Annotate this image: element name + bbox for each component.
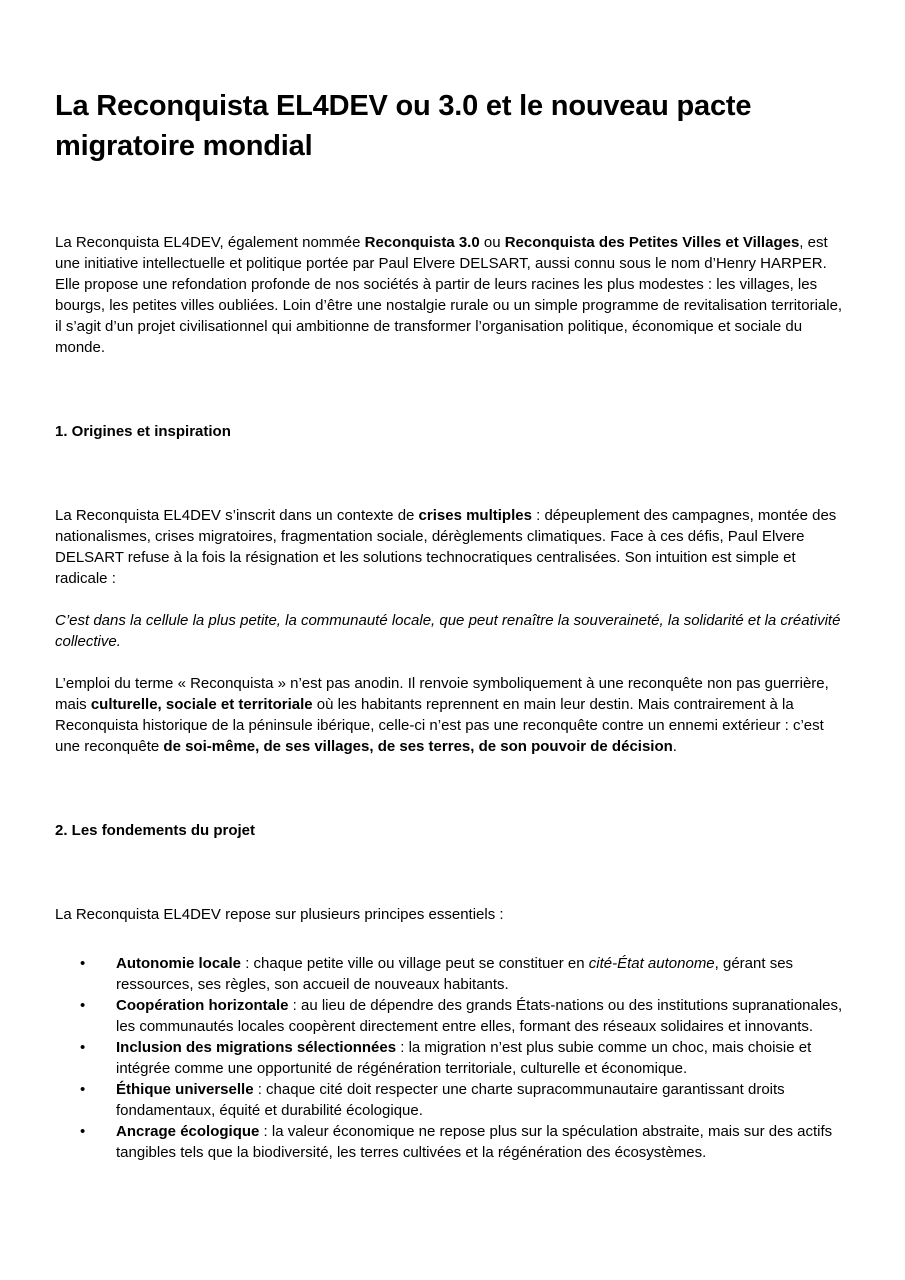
section1-heading: 1. Origines et inspiration <box>55 423 231 440</box>
text-run: La Reconquista EL4DEV s’inscrit dans un contexte de <box>55 507 419 524</box>
list-item-ethique-universelle <box>55 1079 851 1121</box>
bold-text-run: de soi-même, de ses villages, de ses terres, de son pouvoir de décision <box>163 738 673 755</box>
principles-list <box>55 953 851 1163</box>
bold-text-run: culturelle, sociale et territoriale <box>90 696 313 713</box>
bold-text-run: crises multiples <box>418 507 532 524</box>
text-run: , gérant ses ressources, ses règles, son accueil de nouveaux habitants. <box>116 955 794 993</box>
bold-text-run: Reconquista des Petites Villes et Villages <box>504 234 800 251</box>
text-run: : au lieu de dépendre des grands États-nations ou des institutions supranationales, les communautés locales coopèrent directement entre elles, formant des réseaux solidaires et innovants. <box>116 997 843 1035</box>
section1-paragraph <box>55 505 851 589</box>
list-item-inclusion-migrations <box>55 1037 851 1079</box>
text-run: ou <box>479 234 505 251</box>
list-item-cooperation-horizontale <box>55 995 851 1037</box>
text-run: où les habitants reprennent en main leur destin. Mais contrairement à la Reconquista historique de la péninsule ibérique, celle-ci n’est pas une reconquête contre un ennemi extérieur : c’est une reconquête <box>55 696 824 755</box>
text-run: : la migration n’est plus subie comme un choc, mais choisie et intégrée comme une opportunité de régénération territoriale, culturelle et économique. <box>116 1039 812 1077</box>
pull-quote: C’est dans la cellule la plus petite, la communauté locale, que peut renaître la souveraineté, la solidarité et la créativité collective. <box>55 612 841 650</box>
bullet-lead: Autonomie locale <box>116 955 242 972</box>
section2-heading: 2. Les fondements du projet <box>55 822 256 839</box>
section1-paragraph-2 <box>55 673 851 757</box>
bullet-lead: Inclusion des migrations sélectionnées <box>116 1039 397 1056</box>
bullet-lead: Ancrage écologique <box>116 1123 260 1140</box>
section2-paragraph: La Reconquista EL4DEV repose sur plusieurs principes essentiels : <box>55 906 504 923</box>
list-item-ancrage-ecologique <box>55 1121 851 1163</box>
document-title: La Reconquista EL4DEV ou 3.0 et le nouveau pacte migratoire mondial <box>55 90 752 162</box>
bold-text-run: Reconquista 3.0 <box>364 234 480 251</box>
italic-text-run: cité-État autonome <box>588 955 715 972</box>
text-run: La Reconquista EL4DEV, également nommée <box>55 234 365 251</box>
intro-paragraph <box>55 232 851 358</box>
text-run: . <box>672 738 677 755</box>
text-run: L’emploi du terme « Reconquista » n’est pas anodin. Il renvoie symboliquement à une reconquête non pas guerrière, mais <box>55 675 829 713</box>
text-run: : la valeur économique ne repose plus sur la spéculation abstraite, mais sur des actifs tangibles tels que la biodiversité, les terres cultivées et la régénération des écosystèmes. <box>116 1123 833 1161</box>
text-run: , est une initiative intellectuelle et politique portée par Paul Elvere DELSART, aussi connu sous le nom d’Henry HARPER. Elle propose une refondation profonde de nos sociétés à partir de leurs racines les plus modestes : les villages, les bourgs, les petites villes oubliées. Loin d’être une nostalgie rurale ou un simple programme de revitalisation territoriale, il s’agit d’un projet civilisationnel qui ambitionne de transformer l’organisation politique, économique et sociale du monde. <box>55 234 843 356</box>
text-run: : chaque petite ville ou village peut se constituer en <box>241 955 589 972</box>
text-run: : chaque cité doit respecter une charte supracommunautaire garantissant droits fondamentaux, équité et durabilité écologique. <box>116 1081 785 1119</box>
text-run: : dépeuplement des campagnes, montée des nationalismes, crises migratoires, fragmentation sociale, dérèglements climatiques. Face à ces défis, Paul Elvere DELSART refuse à la fois la résignation et les solutions technocratiques centralisées. Son intuition est simple et radicale : <box>55 507 837 587</box>
bullet-lead: Coopération horizontale <box>116 997 289 1014</box>
bullet-lead: Éthique universelle <box>116 1081 254 1098</box>
list-item-autonomie-locale <box>55 953 851 995</box>
